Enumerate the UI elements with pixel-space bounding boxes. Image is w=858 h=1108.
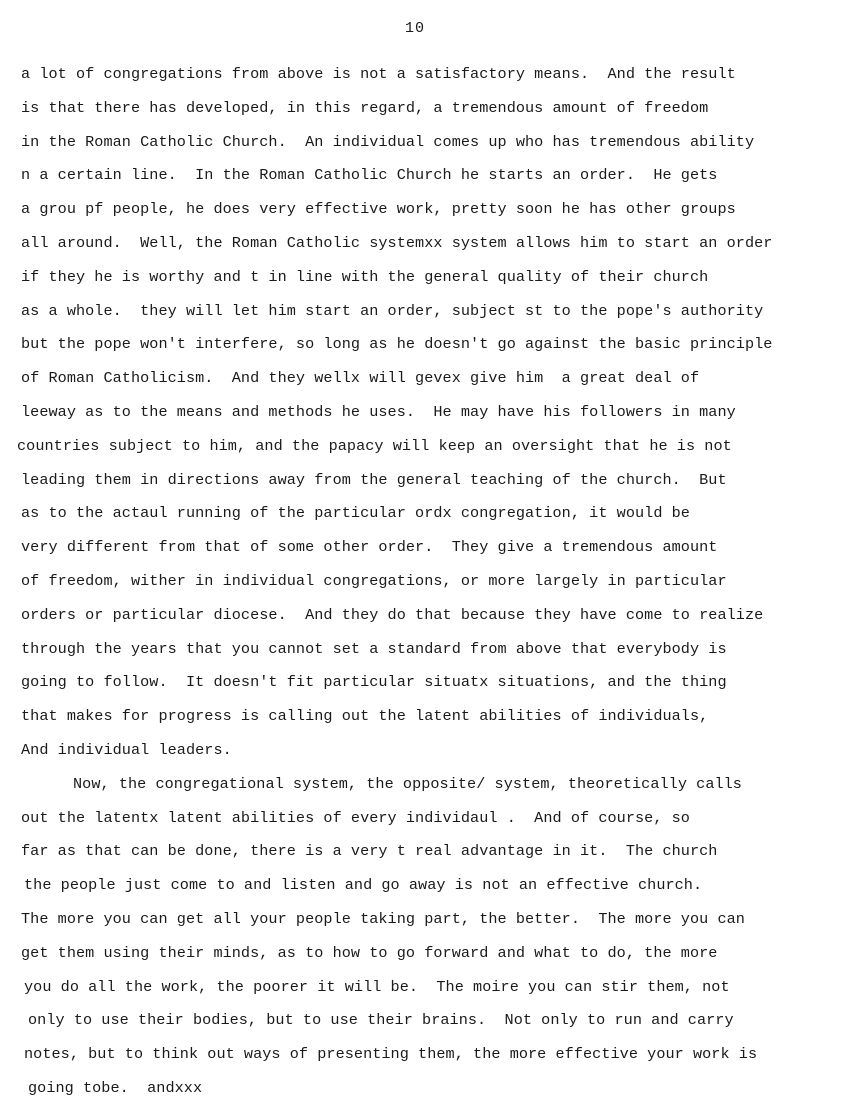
text-line: out the latentx latent abilities of every individaul . And of course, so — [21, 808, 690, 827]
text-line: And individual leaders. — [21, 740, 232, 759]
paragraph — [0, 58, 858, 768]
text-line: orders or particular diocese. And they do that because they have come to realize — [21, 605, 764, 624]
text-line: is that there has developed, in this regard, a tremendous amount of freedom — [21, 98, 709, 117]
text-line: a grou pf people, he does very effective work, pretty soon he has other groups — [21, 200, 736, 219]
text-line: leeway as to the means and methods he uses. He may have his followers in many — [21, 402, 736, 421]
text-line: of freedom, wither in individual congregations, or more largely in particular — [21, 571, 727, 590]
text-line: of Roman Catholicism. And they wellx will gevex give him a great deal of — [21, 369, 700, 388]
text-line: going to follow. It doesn't fit particular situatx situations, and the thing — [21, 673, 727, 692]
page-number: 10 — [404, 20, 425, 37]
text-line: leading them in directions away from the general teaching of the church. But — [21, 470, 727, 489]
text-line: in the Roman Catholic Church. An individual comes up who has tremendous ability — [21, 132, 755, 151]
text-line: far as that can be done, there is a very t real advantage in it. The church — [21, 842, 718, 861]
text-line: get them using their minds, as to how to go forward and what to do, the more — [21, 943, 718, 962]
text-line: countries subject to him, and the papacy will keep an oversight that he is not — [17, 436, 732, 455]
text-line: n a certain line. In the Roman Catholic Church he starts an order. He gets — [21, 166, 718, 185]
text-line: as to the actaul running of the particular ordx congregation, it would be — [21, 504, 690, 523]
text-line: but the pope won't interfere, so long as he doesn't go against the basic principle — [21, 335, 773, 354]
text-line: going tobe. andxxx — [28, 1078, 203, 1097]
text-line: very different from that of some other order. They give a tremendous amount — [21, 538, 718, 557]
text-line: The more you can get all your people taking part, the better. The more you can — [21, 909, 745, 928]
paragraph — [0, 768, 858, 1106]
text-line: only to use their bodies, but to use their brains. Not only to run and carry — [28, 1011, 734, 1030]
text-line: the people just come to and listen and go away is not an effective church. — [24, 876, 703, 895]
text-line: you do all the work, the poorer it will be. The moire you can stir them, not — [24, 977, 730, 996]
text-line: Now, the congregational system, the opposite/ system, theoretically calls — [73, 774, 742, 793]
text-line: that makes for progress is calling out the latent abilities of individuals, — [21, 707, 709, 726]
text-line: if they he is worthy and t in line with the general quality of their church — [21, 267, 709, 286]
text-line: a lot of congregations from above is not a satisfactory means. And the result — [21, 65, 736, 83]
text-line: as a whole. they will let him start an order, subject st to the pope's authority — [21, 301, 764, 320]
text-line: through the years that you cannot set a standard from above that everybody is — [21, 639, 727, 658]
text-line: all around. Well, the Roman Catholic systemxx system allows him to start an order — [21, 233, 773, 252]
text-line: notes, but to think out ways of presenting them, the more effective your work is — [24, 1045, 758, 1064]
body-text — [0, 58, 858, 1106]
